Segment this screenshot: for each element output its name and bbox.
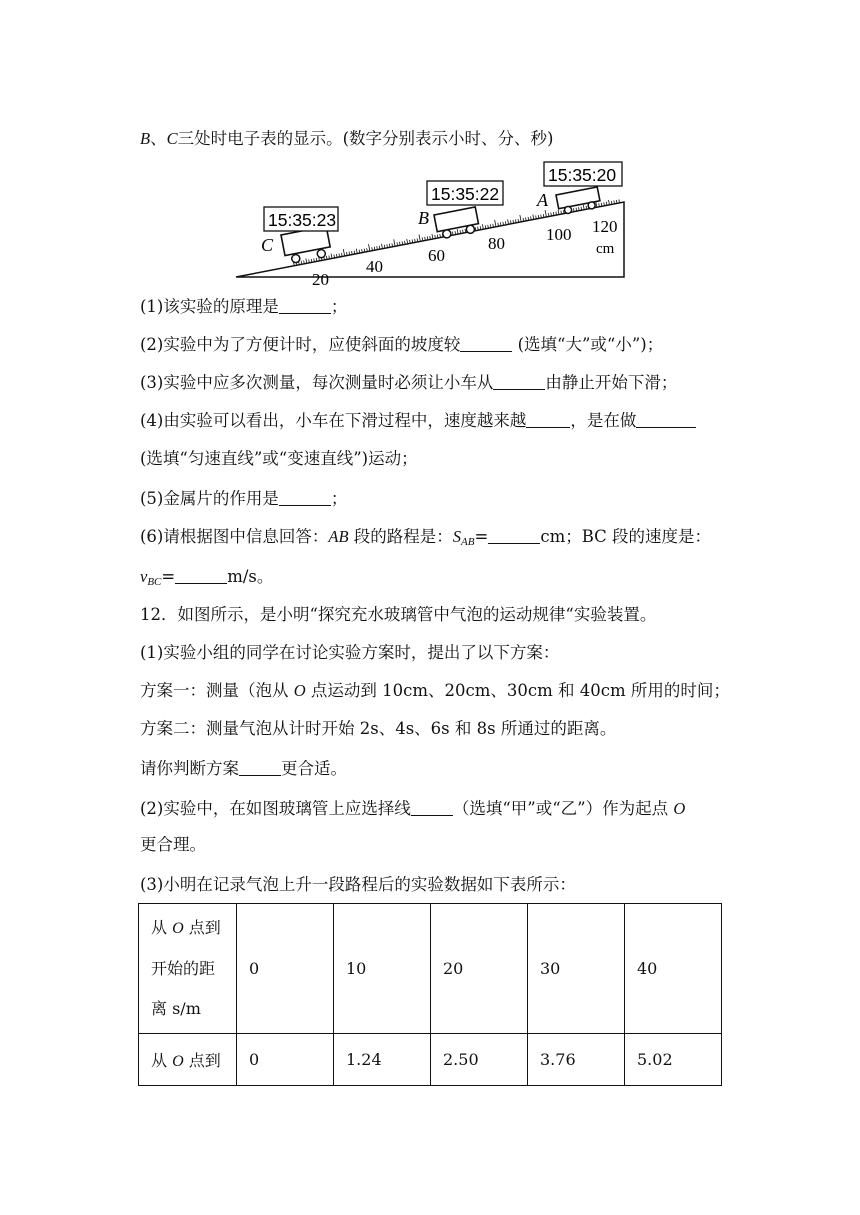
incline-figure <box>0 0 860 290</box>
table-cell: 30 <box>528 904 625 1034</box>
answer-blank-5[interactable] <box>279 489 331 506</box>
unit-label: cm <box>596 241 615 257</box>
ruler-tick <box>457 229 458 234</box>
tick-label-80: 80 <box>488 234 505 253</box>
ruler-tick <box>343 249 344 256</box>
clock-c-time: 15:35:23 <box>268 210 337 230</box>
ruler-tick <box>609 200 610 205</box>
table-row <box>139 1034 722 1086</box>
q12-part1: (1)实验小组的同学在讨论实验方案时，提出了以下方案： <box>140 643 560 662</box>
table-cell: 40 <box>625 904 722 1034</box>
ruler-tick <box>382 244 383 249</box>
q11-part2: (2)实验中为了方便计时，应使斜面的坡度较 (选填“大”或“小”)； <box>140 335 664 354</box>
ruler-tick <box>419 235 420 242</box>
answer-blank-3[interactable] <box>493 373 545 390</box>
label-b: B <box>418 208 429 228</box>
q12-plan2: 方案二：测量气泡从计时开始 2s、4s、6s 和 8s 所通过的距离。 <box>140 719 617 738</box>
table-cell: 0 <box>237 904 334 1034</box>
row-label-distance: 从 O 点到 开始的距 离 s/m <box>139 904 237 1034</box>
q12-plan1: 方案一：测量（泡从 O 点运动到 10cm、20cm、30cm 和 40cm 所用的时间； <box>140 681 730 700</box>
ruler-tick <box>508 219 509 224</box>
ruler-tick <box>369 244 370 251</box>
q12-judge: 请你判断方案 更合适。 <box>140 759 347 778</box>
ruler-tick <box>495 220 496 227</box>
table-cell: 5.02 <box>625 1034 722 1086</box>
ruler-tick <box>432 234 433 239</box>
intro-line: B、C三处时电子表的显示。(数字分别表示小时、分、秒) <box>140 129 554 148</box>
ruler-tick <box>583 205 584 210</box>
answer-blank-6b[interactable] <box>175 567 227 584</box>
label-c: C <box>261 235 274 255</box>
tick-label-100: 100 <box>546 225 572 244</box>
answer-blank-12a[interactable] <box>239 759 281 776</box>
clock-a-time: 15:35:20 <box>548 165 617 185</box>
clock-b-time: 15:35:22 <box>431 184 500 204</box>
ruler-tick <box>533 215 534 220</box>
q11-part6: (6)请根据图中信息回答：AB 段的路程是：$S_{AB}=$ cm；BC 段的速度是： <box>140 527 712 548</box>
q11-part1: (1)该实验的原理是 ； <box>140 297 348 316</box>
table-cell: 10 <box>334 904 431 1034</box>
table-cell: 3.76 <box>528 1034 625 1086</box>
ruler-tick <box>482 224 483 229</box>
q12-title: 12．如图所示，是小明“探究充水玻璃管中气泡的运动规律“实验装置。 <box>140 605 657 624</box>
ruler-tick <box>558 210 559 215</box>
table-row <box>139 904 722 1034</box>
ruler-tick <box>394 239 395 246</box>
answer-blank-6a[interactable] <box>488 527 540 544</box>
table-cell: 1.24 <box>334 1034 431 1086</box>
q11-part6-cont: $v_{BC}= m/s$。 <box>140 567 274 588</box>
tick-label-40: 40 <box>366 257 383 276</box>
q11-part4: (4)由实验可以看出，小车在下滑过程中，速度越来越 ，是在做 <box>140 410 696 432</box>
q12-part3: (3)小明在记录气泡上升一段路程后的实验数据如下表所示： <box>140 875 576 894</box>
answer-blank-2[interactable] <box>460 335 512 352</box>
answer-blank-4b[interactable] <box>636 411 696 428</box>
ruler-tick <box>356 249 357 254</box>
ruler-tick <box>545 210 546 217</box>
tick-label-20: 20 <box>312 270 329 289</box>
answer-blank-12b[interactable] <box>411 799 453 816</box>
answer-blank-1[interactable] <box>279 297 331 314</box>
row-label-time: 从 O 点到 <box>139 1034 237 1086</box>
ruler-tick <box>306 258 307 263</box>
ruler-tick <box>520 215 521 222</box>
tick-label-120: 120 <box>592 217 618 236</box>
q11-part4-cont: (选填“匀速直线”或“变速直线”)运动； <box>140 449 418 468</box>
q12-part2-cont: 更合理。 <box>140 835 206 854</box>
tick-label-60: 60 <box>428 246 445 265</box>
q11-part3: (3)实验中应多次测量，每次测量时必须让小车从 由静止开始下滑； <box>140 373 678 392</box>
data-table <box>138 903 722 1086</box>
ruler-tick <box>331 254 332 259</box>
q12-part2: (2)实验中，在如图玻璃管上应选择线 （选填“甲”或“乙”）作为起点 O <box>140 799 686 818</box>
label-a: A <box>537 190 548 210</box>
ruler-tick <box>407 239 408 244</box>
q11-part5: (5)金属片的作用是 ； <box>140 489 348 508</box>
table-cell: 2.50 <box>431 1034 528 1086</box>
answer-blank-4a[interactable] <box>526 411 570 428</box>
table-cell: 0 <box>237 1034 334 1086</box>
table-cell: 20 <box>431 904 528 1034</box>
